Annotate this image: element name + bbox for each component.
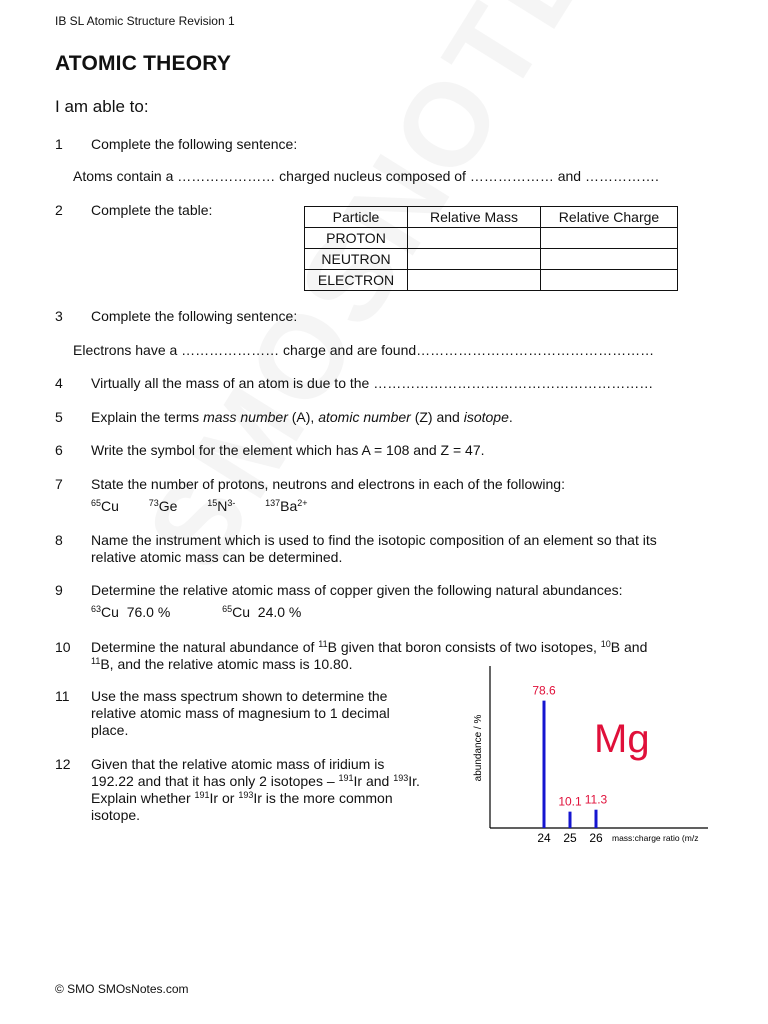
page-title: ATOMIC THEORY [55, 52, 232, 75]
species-item: $^{137}Ba^{2+}$ [265, 498, 308, 514]
table-cell: ELECTRON [305, 270, 408, 291]
table-header: Particle [305, 207, 408, 228]
table-cell-blank[interactable] [541, 228, 678, 249]
table-cell-blank[interactable] [408, 228, 541, 249]
table-cell: PROTON [305, 228, 408, 249]
bar-value-label: 11.3 [584, 792, 608, 807]
bar-value-label: 10.1 [558, 794, 582, 809]
table-cell-blank[interactable] [408, 270, 541, 291]
table-cell: NEUTRON [305, 249, 408, 270]
table-header: Relative Charge [541, 207, 678, 228]
question-text: Explain the terms mass number (A), atomic number (Z) and isotope. [91, 409, 513, 425]
question-number: 1 [55, 136, 63, 152]
x-tick-label: 24 [537, 831, 551, 845]
particle-table [304, 206, 678, 291]
isotope-abundance: $^{65}$Cu 24.0 % [222, 604, 302, 620]
question-text: Virtually all the mass of an atom is due to the …………………………………………………… [91, 375, 654, 391]
question-number: 4 [55, 375, 63, 391]
question-number: 2 [55, 202, 63, 218]
question-text: Write the symbol for the element which has A = 108 and Z = 47. [91, 442, 485, 458]
table-row [305, 249, 678, 270]
table-row [305, 270, 678, 291]
question-number: 3 [55, 308, 63, 324]
isotope-abundance: $^{63}$Cu 76.0 % [91, 604, 171, 620]
question-number: 11 [55, 688, 70, 704]
question-text: Complete the following sentence: [91, 308, 298, 324]
intro-text: I am able to: [55, 97, 149, 116]
table-cell-blank[interactable] [408, 249, 541, 270]
question-number: 7 [55, 476, 63, 492]
question-text: Determine the natural abundance of $^{11}$B given that boron consists of two isotopes, $^{10}$B and $^{11}$B, and the relative atomic mass is 10.80. [91, 639, 648, 672]
question-text: Complete the following sentence: [91, 136, 298, 152]
question-text: Determine the relative atomic mass of copper given the following natural abundances: [91, 582, 623, 598]
question-number: 10 [55, 639, 71, 655]
question-text: Complete the table: [91, 202, 213, 218]
table-cell-blank[interactable] [541, 270, 678, 291]
y-axis-label: abundance / % [473, 714, 484, 782]
x-axis-label: mass:charge ratio (m/z [612, 833, 699, 843]
q9-abundances [91, 604, 301, 620]
question-number: 5 [55, 409, 63, 425]
question-number: 6 [55, 442, 63, 458]
question-text: Name the instrument which is used to find the isotopic composition of an element so that its relative atomic mass can be determined. [91, 532, 657, 565]
question-number: 12 [55, 756, 71, 772]
table-header-row [305, 207, 678, 228]
question-text: Given that the relative atomic mass of iridium is 192.22 and that it has only 2 isotopes – $^{191}$Ir and $^{193}$Ir. Explain whether $^{191}$Ir or $^{193}$Ir is the more common isotope. [91, 756, 420, 823]
running-header: IB SL Atomic Structure Revision 1 [55, 14, 235, 28]
x-tick-label: 25 [563, 831, 577, 845]
footer-copyright: © SMO SMOsNotes.com [55, 982, 189, 996]
q7-species-list [91, 498, 308, 514]
mass-spectrum-chart [466, 662, 716, 848]
question-number: 8 [55, 532, 63, 548]
species-item: $^{65}$Cu [91, 498, 119, 514]
question-text: Use the mass spectrum shown to determine the relative atomic mass of magnesium to 1 decimal place. [91, 688, 390, 738]
table-cell-blank[interactable] [541, 249, 678, 270]
bar-value-label: 78.6 [532, 683, 556, 698]
question-number: 9 [55, 582, 63, 598]
q1-sentence: Atoms contain a ………………… charged nucleus composed of ……………… and ……………. [73, 168, 659, 184]
x-tick-label: 26 [589, 831, 603, 845]
q3-sentence: Electrons have a ………………… charge and are found…………………………………………… [73, 342, 655, 358]
element-label: Mg [594, 717, 650, 761]
question-text: State the number of protons, neutrons and electrons in each of the following: [91, 476, 565, 492]
table-header: Relative Mass [408, 207, 541, 228]
species-item: $^{15}N^{3-}$ [207, 498, 236, 514]
table-row [305, 228, 678, 249]
species-item: $^{73}$Ge [148, 498, 178, 514]
